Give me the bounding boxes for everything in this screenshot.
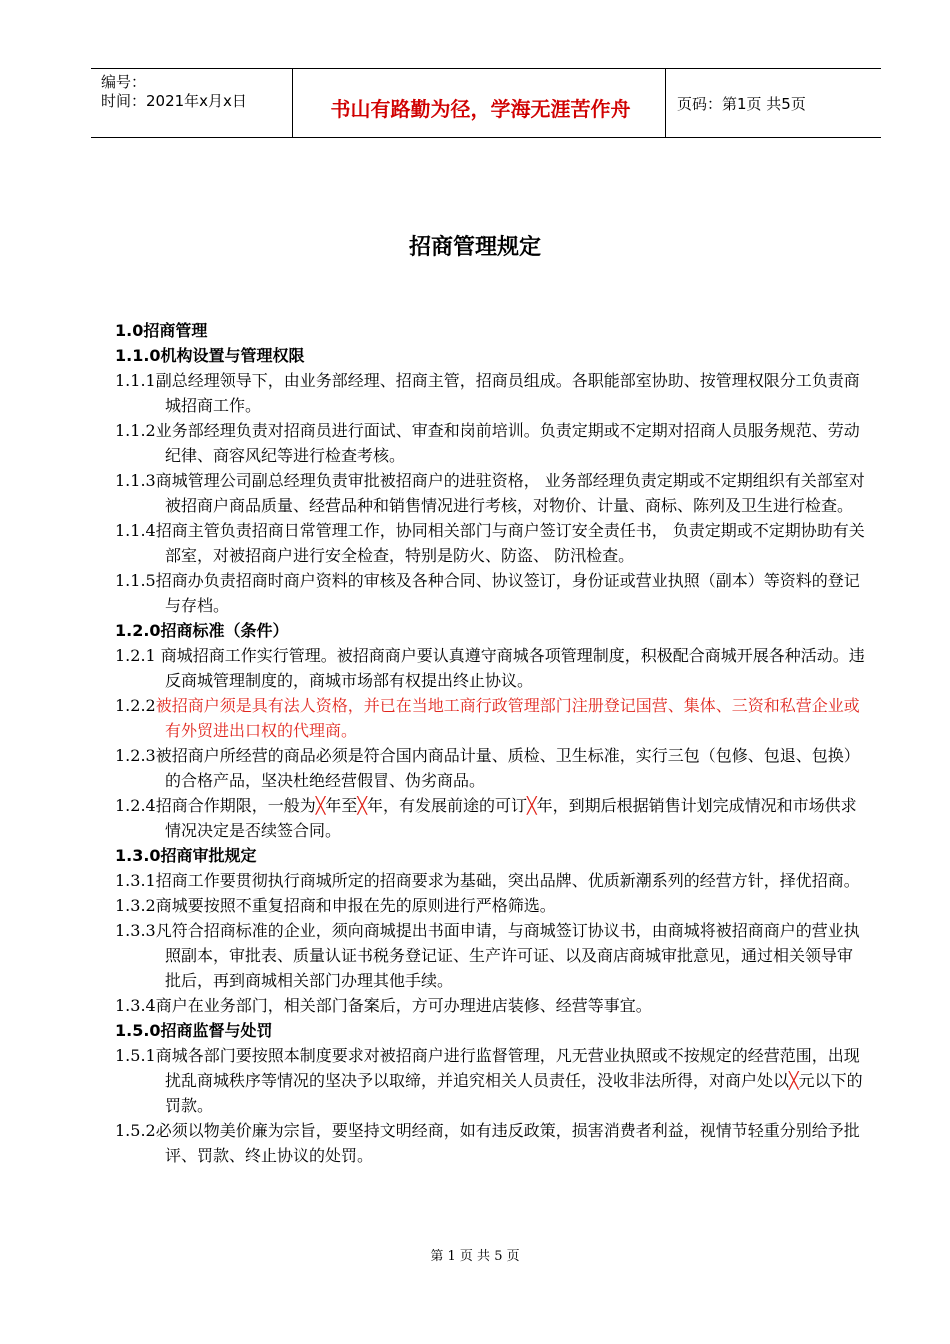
placeholder-mark-icon: ╳ [527, 796, 537, 815]
header-divider [665, 69, 666, 137]
paragraph: 1.1.2业务部经理负责对招商员进行面试、审查和岗前培训。负责定期或不定期对招商人员服务规范、劳动纪律、商容风纪等进行检查考核。 [115, 421, 860, 465]
header-motto: 书山有路勤为径，学海无涯苦作舟 [330, 97, 631, 121]
placeholder-mark-icon: ╳ [315, 796, 326, 815]
placeholder-mark-icon: ╳ [357, 796, 368, 815]
section-heading: 1.5.0招商监督与处罚 [115, 1021, 273, 1040]
placeholder-mark-icon: ╳ [789, 1071, 799, 1090]
section-heading: 1.3.0招商审批规定 [115, 846, 257, 865]
paragraph-number: 1.2.2 [115, 696, 156, 715]
page-footer: 第 1 页 共 5 页 [430, 1249, 520, 1264]
header-divider [292, 69, 293, 137]
section-heading: 1.2.0招商标准（条件） [115, 621, 289, 640]
highlighted-text: 被招商户须是具有法人资格，并已在当地工商行政管理部门注册登记国营、集体、三资和私营企业或有外贸进出口权的代理商。 [155, 696, 860, 740]
text-run: 1.5.1商城各部门要按照本制度要求对被招商户进行监督管理，凡无营业执照或不按规定的经营范围，出现扰乱商城秩序等情况的坚决予以取缔，并追究相关人员责任，没收非法所得，对商户处以 [115, 1046, 860, 1090]
section-heading: 1.1.0机构设置与管理权限 [115, 346, 305, 365]
text-run: 年，到期后根据销售计划完成情况和市场供求情况决定是否续签合同。 [165, 796, 857, 840]
time-label: 时间：2021年x月x日 [101, 92, 247, 110]
text-run: 年至 [325, 796, 358, 815]
paragraph: 1.3.3凡符合招商标准的企业，须向商城提出书面申请，与商城签订协议书，由商城将被招商商户的营业执照副本，审批表、质量认证书税务登记证、生产许可证、以及商店商城审批意见，通过相关领导审批后，再到商城相关部门办理其他手续。 [115, 921, 860, 990]
paragraph: 1.1.4招商主管负责招商日常管理工作，协同相关部门与商户签订安全责任书， 负责定期或不定期协助有关部室，对被招商户进行安全检查，特别是防火、防盗、 防汛检查。 [115, 521, 865, 565]
paragraph: 1.3.1招商工作要贯彻执行商城所定的招商要求为基础，突出品牌、优质新潮系列的经营方针，择优招商。 [115, 871, 860, 890]
document-title: 招商管理规定 [408, 235, 541, 260]
paragraph: 1.5.2必须以物美价廉为宗旨，要坚持文明经商，如有违反政策，损害消费者利益，视情节轻重分别给予批评、罚款、终止协议的处罚。 [115, 1121, 860, 1165]
paragraph: 1.1.5招商办负责招商时商户资料的审核及各种合同、协议签订，身份证或营业执照（副本）等资料的登记与存档。 [115, 571, 860, 615]
paragraph: 1.3.2商城要按照不重复招商和申报在先的原则进行严格筛选。 [115, 896, 556, 915]
paragraph [115, 693, 867, 743]
paragraph: 1.1.1副总经理领导下，由业务部经理、招商主管，招商员组成。各职能部室协助、按管理权限分工负责商城招商工作。 [115, 371, 860, 415]
text-run: 元以下的罚款。 [165, 1071, 863, 1115]
paragraph: 1.3.4商户在业务部门，相关部门备案后，方可办理进店装修、经营等事宜。 [115, 996, 652, 1015]
text-run: 1.2.4招商合作期限，一般为 [115, 796, 316, 815]
header-page-info: 页码：第1页 共5页 [677, 95, 806, 113]
paragraph [115, 793, 867, 843]
paragraph [115, 1043, 867, 1118]
serial-label: 编号： [101, 73, 147, 91]
header-meta [101, 73, 247, 111]
paragraph: 1.1.3商城管理公司副总经理负责审批被招商户的进驻资格， 业务部经理负责定期或不定期组织有关部室对被招商户商品质量、经营品种和销售情况进行考核，对物价、计量、商标、陈列及卫生进行检查。 [115, 471, 865, 515]
paragraph: 1.2.3被招商户所经营的商品必须是符合国内商品计量、质检、卫生标准，实行三包（包修、包退、包换）的合格产品，坚决杜绝经营假冒、伪劣商品。 [115, 746, 860, 790]
paragraph: 1.2.1 商城招商工作实行管理。被招商商户要认真遵守商城各项管理制度，积极配合商城开展各种活动。违反商城管理制度的，商城市场部有权提出终止协议。 [115, 646, 865, 690]
section-heading: 1.0招商管理 [115, 321, 208, 340]
document-header [91, 68, 881, 138]
document-body [115, 318, 867, 1168]
text-run: 年，有发展前途的可订 [367, 796, 528, 815]
